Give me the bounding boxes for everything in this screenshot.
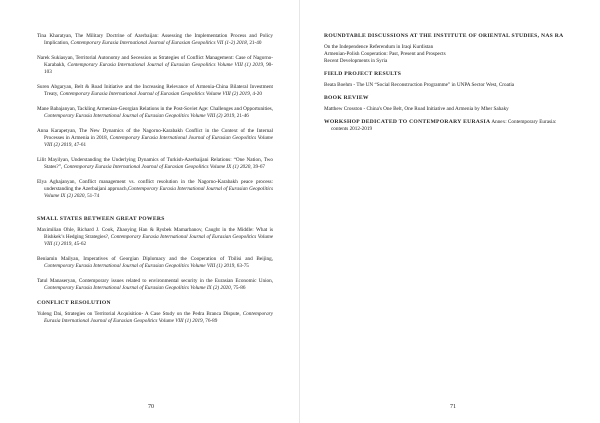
entry-author-title: Beniamin Mailyan, Imperatives of Georgian Diplomacy and the Cooperation of Tbilisi and Beijing, [37, 256, 273, 262]
entry-journal: Contemporary Eurasia International Journal of Eurasian Geopolitics Volume VIII (1) 2019 [67, 62, 263, 68]
right-page [300, 0, 600, 423]
bibliography-entry [37, 227, 273, 248]
entry-journal: Contemporary Eurasia International Journal of Eurasian Geopolitics Volume VIII (1) 2019 [44, 263, 235, 269]
entry-journal: Contemporary Eurasia International Journal of Eurasian Geopolitics VII (1-2) 2018 [70, 40, 247, 46]
list-item: Beata Boehm - The UN “Social Reconstruction Programme” in UNPA Sector West, Croatia [324, 82, 515, 88]
entry-journal: Contemporary Eurasia International Journal of Eurasian Geopolitics Volume VIII (2) 2019 [44, 135, 273, 148]
bibliography-entry [37, 179, 273, 200]
list-item: Armenian-Polish Cooperation: Past, Present and Prospects [324, 51, 446, 57]
entry-author-title: Yuleng Dai, Strategies on Territorial Acquisition- A Case Study on the Pedra Branca Dispute, [37, 311, 243, 317]
list-item: On the Independence Referendum in Iraqi Kurdistan [324, 44, 434, 50]
entry-journal: Contemporary Eurasia International Journal of Eurasian Geopolitics Volume VIII (1) 2019 [44, 234, 273, 247]
bibliography-entry [37, 256, 273, 270]
entry-pages: , 47-61 [71, 142, 87, 148]
entry-pages: , 21-46 [234, 113, 249, 119]
book-review-list [324, 106, 568, 113]
bibliography-entry [37, 55, 273, 76]
page-number: 71 [450, 404, 456, 410]
entry-journal: Contemporary Eurasia International Journal of Eurasian Geopolitics Volume IX (1) 2020 [63, 164, 251, 170]
entry-pages: , 75-86 [230, 285, 246, 291]
entry-author-title: Elya Aghajanyan, Conflict management vs. conflict resolution in the Nagorno-Karabakh peace process: understanding the Azerbaijani approach, [37, 179, 273, 192]
entry-pages: , 21-40 [246, 40, 262, 46]
entry-pages: , 51-74 [84, 193, 100, 199]
entry-author-title: Lilit Mayilyan, Understanding the Underlying Dynamics of Turkish-Azerbaijani Relations: “One Nation, Two States?”, [37, 157, 273, 170]
entry-pages: , 90-103 [44, 62, 273, 75]
entry-pages: , 45-62 [71, 241, 87, 247]
entry-author-title: Tatul Manaseryan, Contemporary issues related to environmental security in the Eurasian Economic Union, [37, 278, 273, 284]
bibliography-entry [37, 106, 273, 120]
page-number: 70 [148, 404, 154, 410]
left-column [37, 33, 273, 333]
entry-pages: , 63-75 [234, 263, 249, 269]
entry-author-title: Suren Abgaryan, Belt & Road Initiative and the Increasing Relevance of Armenia-China Bilateral Investment Treaty, [37, 84, 273, 97]
entry-pages: , 4-20 [249, 91, 262, 97]
entry-author-title: Tina Kharatyan, The Military Doctrine of Azerbaijan: Assessing the Implementation Process and Policy Implication, [37, 33, 273, 46]
bibliography-entry [37, 33, 273, 47]
bibliography-entry [37, 311, 273, 325]
entry-author-title: Maximilian Ohle, Richard J. Cook, Zhaoying Han & Rysbek Mamarbanov, Caught in the Middle: What is Bishkek’s Hedging Strategies?, [37, 227, 273, 240]
section-heading-field-project: FIELD PROJECT RESULTS [324, 71, 402, 77]
bibliography-list [37, 227, 273, 292]
bibliography-entry [37, 157, 273, 171]
section-heading-workshop: WORKSHOP DEDICATED TO CONTEMPORARY EURASIA [324, 119, 491, 125]
entry-journal: Contemporary Eurasia International Journal of Eurasian Geopolitics Volume IX (2) 2020 [44, 285, 231, 291]
entry-journal: Contemporary Eurasia International Journal of Eurasian Geopolitics Volume VIII (2) 2019 [59, 91, 250, 97]
entry-author-title: Narek Sukiasyan, Territorial Autonomy and Secession as Strategies of Conflict Management: Case of Nagorno-Karabakh, [37, 55, 273, 68]
list-item: Matthew Crosston - China's One Belt, One Road Initiative and Armenia by Mher Sahaky [324, 106, 509, 112]
entry-pages: , 76-89 [202, 318, 218, 324]
list-item: Recent Developments in Syria [324, 58, 388, 64]
entry-journal: Contemporary Eurasia International Journal of Eurasian Geopolitics Volume VIII (1) 2019 [44, 311, 273, 324]
bibliography-list [37, 33, 273, 200]
entry-author-title: Anna Karapetyan, The New Dynamics of the Nagorno-Karabakh Conflict in the Context of the Internal Processes in Armenia in 2018, [37, 128, 273, 141]
field-project-list [324, 82, 568, 89]
entry-journal: Contemporary Eurasia International Journal of Eurasian Geopolitics Volume VIII (2) 2019 [44, 113, 235, 119]
right-column [324, 33, 568, 133]
bibliography-entry [37, 278, 273, 292]
roundtable-list [324, 44, 568, 65]
section-heading-conflict-resolution: CONFLICT RESOLUTION [37, 300, 111, 306]
workshop-annex-text: Annex: Contemporary Eurasia: contents 2012-2019 [331, 119, 557, 132]
bibliography-list [37, 311, 273, 325]
section-heading-small-states: SMALL STATES BETWEEN GREAT POWERS [37, 216, 165, 222]
entry-author-title: Mane Babajanyan, Tackling Armenian-Georgian Relations in the Post-Soviet Age: Challenges and Opportunities, [37, 106, 273, 112]
section-heading-roundtable: ROUNDTABLE DISCUSSIONS AT THE INSTITUTE OF ORIENTAL STUDIES, NAS RA [324, 33, 564, 39]
bibliography-entry [37, 84, 273, 98]
section-heading-book-review: BOOK REVIEW [324, 95, 369, 101]
entry-journal: Contemporary Eurasia International Journal of Eurasian Geopolitics Volume IX (2) 2020 [44, 186, 273, 199]
bibliography-entry [37, 128, 273, 149]
entry-pages: , 39-67 [250, 164, 266, 170]
workshop-entry [324, 119, 568, 133]
